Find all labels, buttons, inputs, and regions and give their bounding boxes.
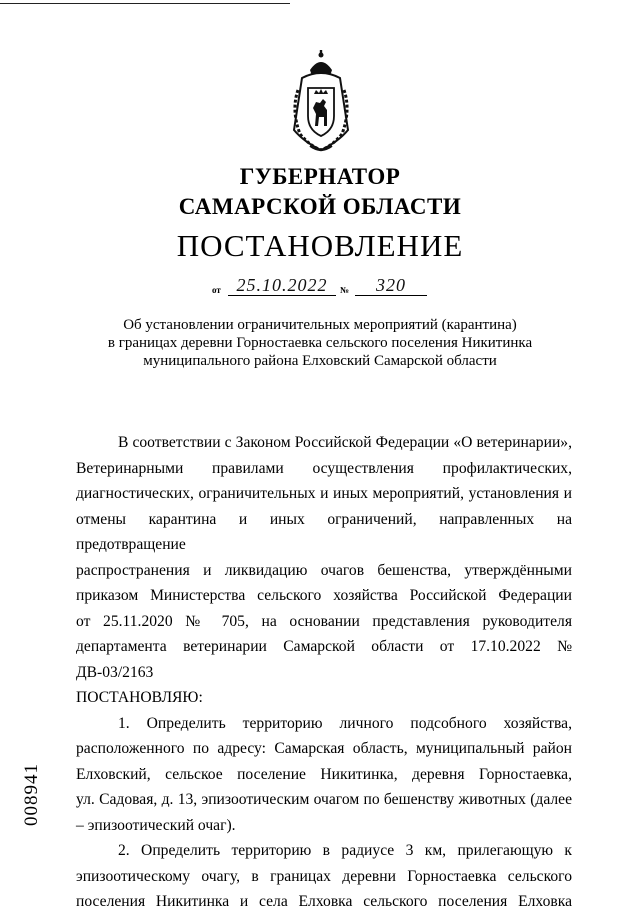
body-line: распространения и ликвидацию очагов бешенства, утверждёнными [76, 561, 572, 579]
top-rule [0, 3, 290, 4]
date-label: от [212, 285, 221, 295]
document-body [76, 430, 572, 915]
body-line: департамента ветеринарии Самарской области от 17.10.2022 № ДВ-03/2163 [76, 638, 572, 681]
issuer-title-line1: ГУБЕРНАТОР [239, 164, 401, 189]
item-2-line: 2. Определить территорию в радиусе 3 км, прилегающую к [118, 842, 572, 859]
registration-number-stamp: 008941 [21, 763, 42, 826]
body-line: от 25.11.2020 № 705, на основании представления руководителя [76, 612, 572, 630]
body-line: диагностических, ограничительных и иных мероприятий, установления и [76, 485, 572, 502]
document-date: 25.10.2022 [228, 275, 336, 296]
subject-line: Об установлении ограничительных мероприятий (карантина) [123, 317, 517, 333]
item-1-line: расположенного по адресу: Самарская область, муниципальный район [76, 740, 572, 757]
item-1-line: Елховский, сельское поселение Никитинка, деревня Горностаевка, [76, 765, 572, 783]
item-2-line: поселения Никитинка и села Елховка сельского поселения Елховка [76, 893, 572, 910]
document-number: 320 [355, 275, 427, 296]
document-type: ПОСТАНОВЛЕНИЕ [176, 228, 464, 263]
item-1-line: ул. Садовая, д. 13, эпизоотическим очагом по бешенству животных (далее [76, 791, 572, 808]
body-line: отмены карантина и иных ограничений, направленных на предотвращение [76, 510, 572, 553]
body-line: В соответствии с Законом Российской Федерации «О ветеринарии», [118, 434, 572, 451]
body-line: Ветеринарными правилами осуществления профилактических, [76, 459, 572, 477]
date-number-line [212, 276, 442, 298]
subject-line: в границах деревни Горностаевка сельского поселения Никитинка [107, 335, 533, 351]
document-subject [60, 316, 580, 370]
item-2-line: эпизоотическому очагу, в границах деревни Горностаевка сельского [76, 867, 572, 885]
coat-of-arms-icon [288, 50, 354, 154]
item-1-line: – эпизоотический очаг). [76, 816, 236, 834]
body-line-resolve: ПОСТАНОВЛЯЮ: [76, 689, 203, 706]
issuer-title-line2: САМАРСКОЙ ОБЛАСТИ [178, 194, 462, 219]
item-1-line: 1. Определить территорию личного подсобного хозяйства, [118, 714, 572, 732]
subject-line: муниципального района Елховский Самарской области [143, 353, 497, 369]
body-line: приказом Министерства сельского хозяйства Российской Федерации [76, 587, 572, 604]
number-label: № [340, 285, 350, 295]
